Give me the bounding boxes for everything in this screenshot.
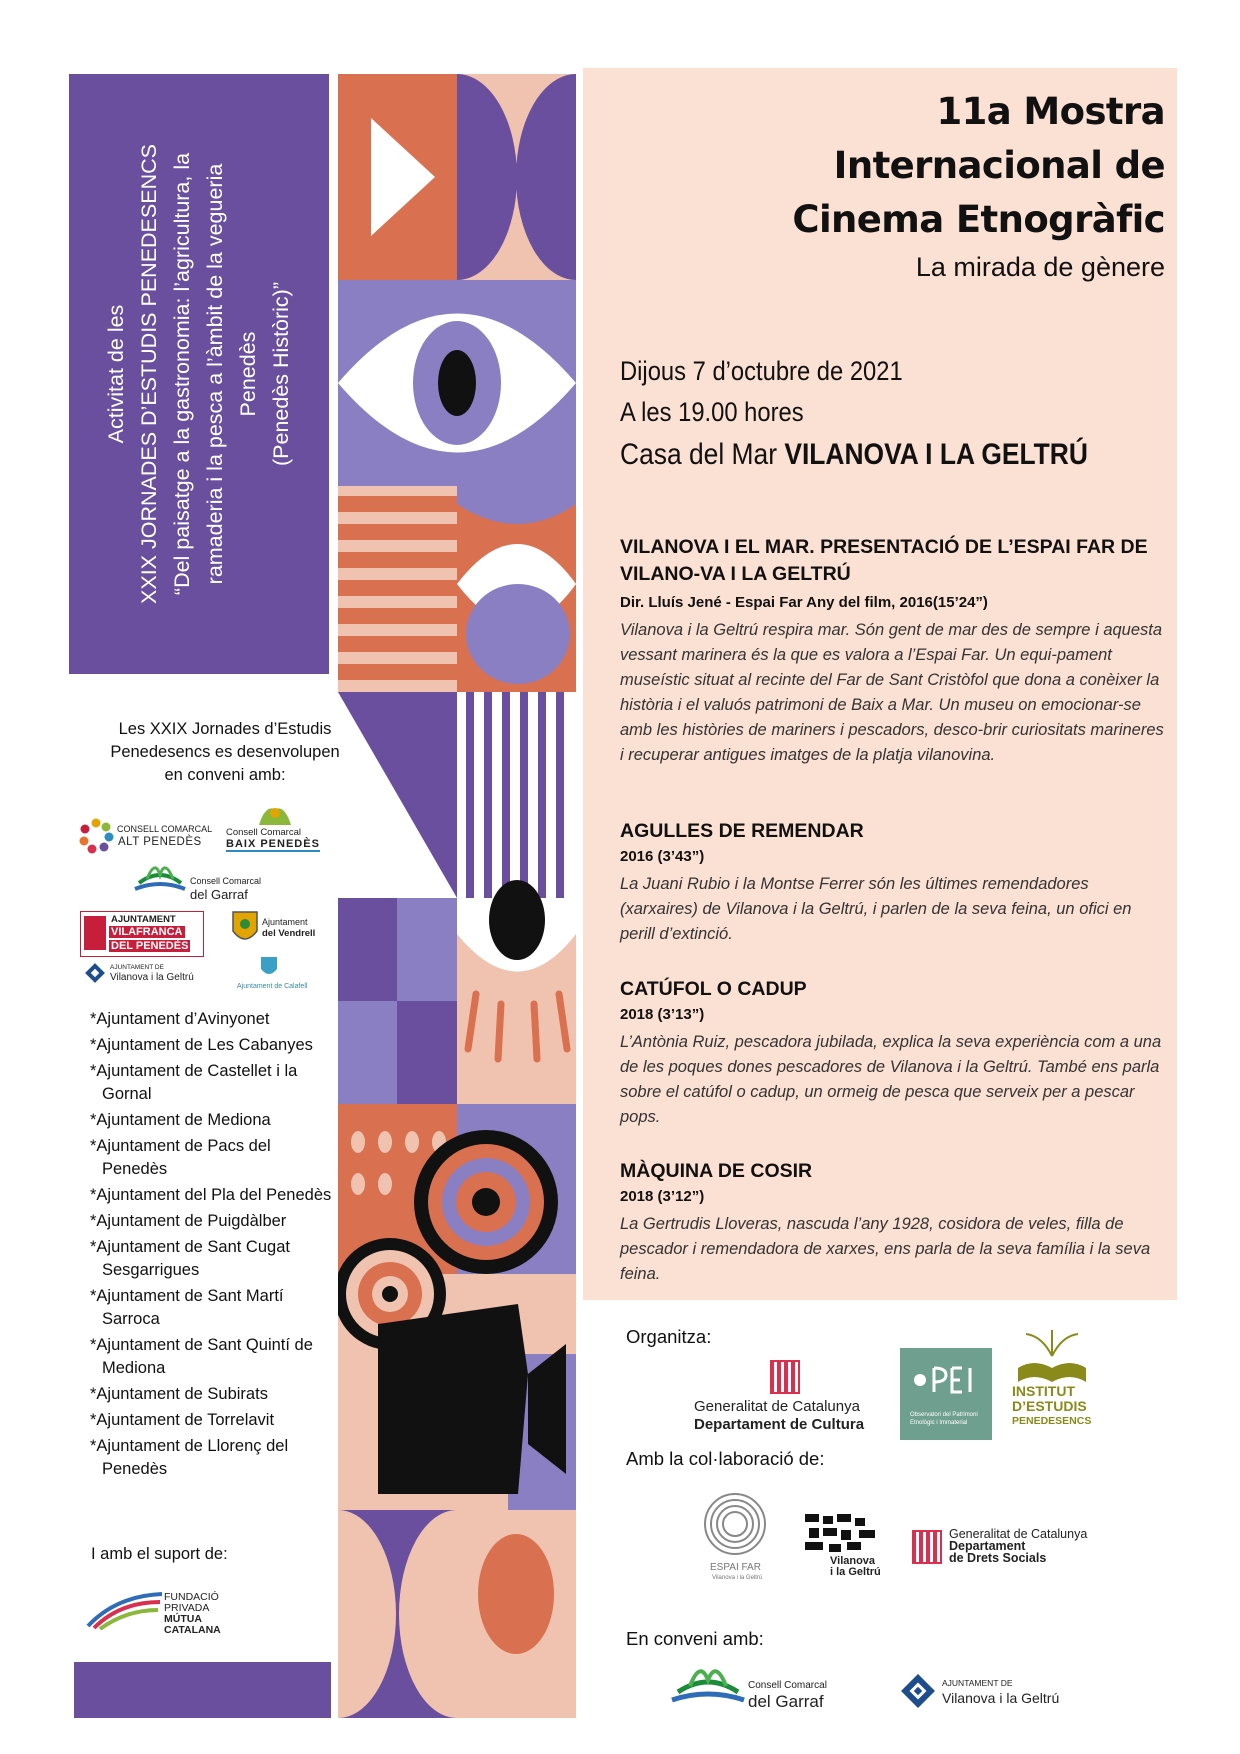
garraf-text-1: Consell Comarcal	[190, 876, 262, 886]
event-date: Dijous 7 d’octubre de 2021	[620, 356, 903, 386]
mutua-text-1: FUNDACIÓ	[164, 1591, 219, 1603]
side-line-5: Penedès	[236, 331, 260, 417]
vilafranca-text-3: DEL PENEDÈS	[111, 940, 189, 952]
list-item: *Ajuntament de Puigdàlber	[90, 1212, 287, 1230]
list-item: *Ajuntament de Sant Quintí de Mediona	[90, 1336, 313, 1377]
garraf-text-2: del Garraf	[190, 887, 248, 902]
side-line-3: “Del paisatge a la gastronomia: l’agricultura, la	[170, 152, 194, 596]
vilanova-footer-text-1: AJUNTAMENT DE	[942, 1678, 1013, 1688]
baix-penedes-text-1: Consell Comarcal	[226, 827, 301, 838]
mutua-text-3: MÚTUA	[164, 1613, 202, 1625]
list-item: *Ajuntament de Castellet i la Gornal	[90, 1062, 298, 1103]
film-3-description: L’Antònia Ruiz, pescadora jubilada, explica la seva experiència com a una de les poques dones pescadores de Vilanova i la Geltrú. També ens parla sobre el catúfol o cadup, un ormeig de pesca que serveix per a pescar pops.	[620, 1033, 1162, 1126]
garraf-footer-logo-icon	[670, 1658, 746, 1712]
suport-label: I amb el suport de:	[91, 1545, 228, 1563]
vendrell-text-2: del Vendrell	[262, 928, 316, 939]
espai-far-logo-icon	[703, 1492, 767, 1556]
list-item: *Ajuntament del Pla del Penedès	[90, 1186, 332, 1204]
museus-text	[830, 1556, 881, 1578]
gencat-cultura-text-1: Generalitat de Catalunya	[694, 1398, 860, 1415]
title-line-2: Internacional de	[833, 144, 1165, 187]
vilafranca-text-2: VILAFRANCA	[111, 926, 183, 938]
film-4-meta: 2018 (3’12”)	[620, 1188, 705, 1205]
baix-penedes-text-2: BAIX PENEDÈS	[226, 838, 320, 850]
film-2-title: AGULLES DE REMENDAR	[620, 820, 864, 842]
title-line-3: Cinema Etnogràfic	[792, 198, 1165, 241]
film-1-meta: Dir. Lluís Jené - Espai Far Any del film, 2016(15’24”)	[620, 594, 988, 611]
subtitle: La mirada de gènere	[915, 252, 1165, 282]
drets-socials-text	[949, 1528, 1087, 1564]
list-item: *Ajuntament de Sant Martí Sarroca	[90, 1287, 284, 1328]
projector-body	[378, 1304, 528, 1494]
baix-penedes-logo-icon	[255, 803, 295, 829]
espai-far-text-1: ESPAI FAR	[710, 1562, 761, 1573]
vilafranca-shield-icon	[84, 916, 106, 950]
list-item: *Ajuntament de Torrelavit	[90, 1411, 275, 1429]
gencat-cultura-text-2: Departament de Cultura	[694, 1416, 865, 1433]
vendrell-shield-icon	[230, 909, 260, 947]
vilanova-footer-logo-icon	[900, 1673, 936, 1709]
film-1-title: VILANOVA I EL MAR. PRESENTACIÓ DE L’ESPAI FAR DE VILANO-VA I LA GELTRÚ	[620, 536, 1148, 585]
drets-text-1: Generalitat de Catalunya	[949, 1527, 1088, 1541]
film-4-description: La Gertrudis Lloveras, nascuda l’any 1928, cosidora de veles, filla de pescador i remendadora de xarxes, ens parla de la seva família i la seva feina.	[620, 1215, 1151, 1283]
conveni-intro: Les XXIX Jornades d’Estudis Penedesencs es desenvolupen en conveni amb:	[110, 720, 340, 784]
film-4-title: MÀQUINA DE COSIR	[620, 1160, 813, 1182]
event-time: A les 19.00 hores	[620, 397, 804, 427]
alt-penedes-text-1: CONSELL COMARCAL	[117, 824, 213, 834]
vilanova-text-2: Vilanova i la Geltrú	[110, 972, 194, 983]
museus-text-2: i la Geltrú	[830, 1566, 881, 1578]
list-item: *Ajuntament de Sant Cugat Sesgarrigues	[90, 1238, 290, 1279]
drets-text-3: de Drets Socials	[949, 1551, 1047, 1565]
museus-text-1: Vilanova	[830, 1555, 876, 1567]
side-title-panel	[69, 74, 329, 674]
alt-penedes-text-2: ALT PENEDÈS	[118, 836, 202, 848]
opei-logo	[900, 1348, 992, 1440]
vilanova-logo-icon	[84, 962, 106, 984]
list-item: *Ajuntament d’Avinyonet	[90, 1010, 270, 1028]
side-line-6: (Penedès Històric)”	[269, 282, 293, 466]
program-panel	[583, 68, 1177, 1300]
vilafranca-logo	[80, 911, 204, 957]
museus-logo-icon	[805, 1514, 885, 1554]
conveni-label: En conveni amb:	[626, 1628, 764, 1649]
gencat-drets-logo-icon	[912, 1530, 942, 1564]
title-line-1: 11a Mostra	[936, 90, 1165, 133]
alt-penedes-logo-icon	[78, 818, 114, 854]
side-line-1: Activitat de les	[104, 304, 128, 444]
iep-text-3: PENEDESENCS	[1012, 1415, 1092, 1427]
vilanova-footer-text-2: Vilanova i la Geltrú	[942, 1690, 1060, 1706]
side-line-4: ramaderia i la pesca a l’àmbit de la vegueria	[203, 163, 227, 585]
garraf-logo-icon	[133, 857, 187, 899]
mutua-text-4: CATALANA	[164, 1624, 221, 1636]
iep-book-logo-icon	[1012, 1328, 1092, 1386]
organitza-label: Organitza:	[626, 1326, 712, 1347]
list-item: *Ajuntament de Subirats	[90, 1385, 268, 1403]
list-item: *Ajuntament de Pacs del Penedès	[90, 1137, 271, 1178]
opei-mark-icon	[900, 1348, 992, 1408]
side-title-text	[100, 84, 298, 664]
list-item: *Ajuntament de Les Cabanyes	[90, 1036, 313, 1054]
film-3-meta: 2018 (3’13”)	[620, 1006, 705, 1023]
espai-far-text-2: Vilanova i la Geltrú	[712, 1575, 763, 1581]
film-2-description: La Juani Rubio i la Montse Ferrer són les últimes remendadores (xarxaires) de Vilanova i la Geltrú, i parlen de la seva feina, un ofici en perill d’extinció.	[620, 875, 1132, 943]
ajuntaments-list	[90, 1008, 340, 1484]
vilafranca-text-1: AJUNTAMENT	[111, 914, 176, 925]
garraf-footer-text-1: Consell Comarcal	[748, 1680, 827, 1691]
opei-text-2: Etnològic i Immaterial	[910, 1420, 968, 1426]
decorative-mosaic-artwork	[338, 74, 576, 1718]
drets-text-2: Departament	[949, 1539, 1026, 1553]
mutua-text-2: PRIVADA	[164, 1602, 210, 1614]
collaboracio-label: Amb la col·laboració de:	[626, 1448, 825, 1469]
iep-text	[1012, 1384, 1091, 1429]
calafell-shield-icon	[259, 955, 279, 979]
iep-text-2: D’ESTUDIS	[1012, 1398, 1087, 1414]
event-place	[620, 438, 1088, 472]
film-3-title: CATÚFOL O CADUP	[620, 978, 807, 1000]
mutua-catalana-logo-icon	[86, 1590, 164, 1630]
list-item: *Ajuntament de Llorenç del Penedès	[90, 1437, 289, 1478]
event-place-city: VILANOVA I LA GELTRÚ	[784, 438, 1088, 471]
calafell-text: Ajuntament de Calafell	[237, 983, 308, 990]
vendrell-text-1: Ajuntament	[262, 917, 308, 927]
event-place-prefix: Casa del Mar	[620, 438, 785, 471]
vilanova-text-1: AJUNTAMENT DE	[110, 964, 164, 971]
garraf-footer-text-2: del Garraf	[748, 1692, 824, 1711]
side-bottom-bar	[74, 1662, 331, 1718]
opei-text-1: Observatori del Patrimoni	[910, 1412, 978, 1418]
film-1-description: Vilanova i la Geltrú respira mar. Són gent de mar des de sempre i aquesta vessant marinera és la que es valora a l’Espai Far. Un equi-pament museístic situat al recinte del Far de Sant Cristòfol que dona a conèixer la història i el valuós patrimoni de Baix a Mar. Un museu on emocionar-se amb les històries de mariners i pescadors, desco-brir curiositats marineres i recuperar antigues imatges de la platja vilanovina.	[620, 621, 1164, 764]
gencat-logo-icon	[770, 1360, 800, 1394]
film-2-meta: 2016 (3’43”)	[620, 848, 705, 865]
list-item: *Ajuntament de Mediona	[90, 1111, 271, 1129]
side-line-2: XXIX JORNADES D’ESTUDIS PENEDESENCS	[137, 144, 161, 604]
mutua-catalana-text	[164, 1592, 221, 1636]
iep-text-1: INSTITUT	[1012, 1383, 1075, 1399]
